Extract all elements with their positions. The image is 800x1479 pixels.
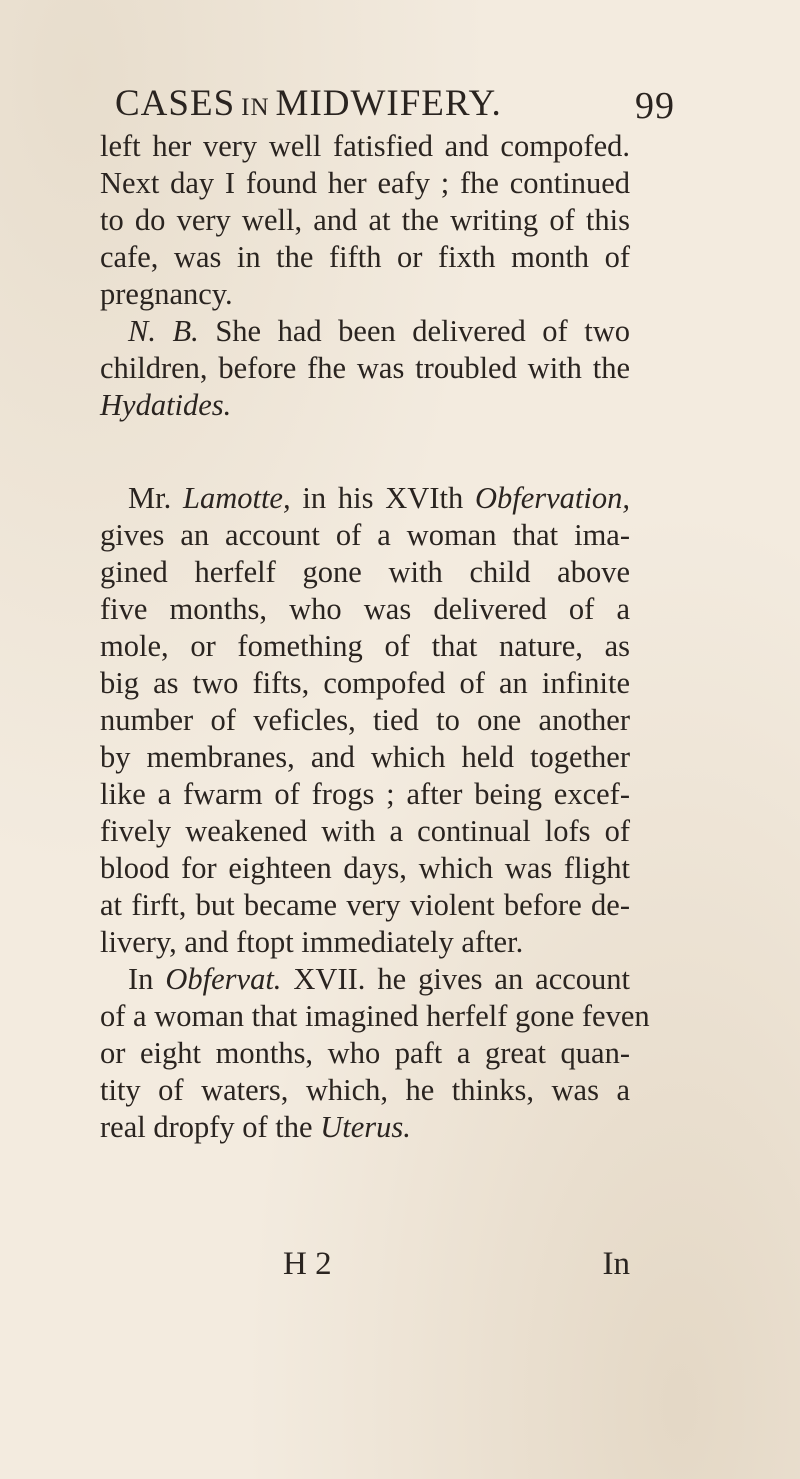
text-span: in his XVIth (302, 481, 464, 515)
observation-ref: Obfervat. (165, 962, 282, 996)
running-title-cases: CASES (115, 83, 236, 124)
note-text: She had been delivered of two (215, 314, 630, 348)
running-header (115, 82, 675, 132)
catchword: In (602, 1246, 630, 1282)
text-line (100, 480, 630, 517)
text-line: five months, who was delivered of a (100, 592, 630, 626)
text-line (100, 1109, 630, 1146)
text-line: tity of waters, which, he thinks, was a (100, 1073, 630, 1107)
text-line: left her very well fatisfied and compofed. (100, 129, 630, 163)
author-name: Lamotte, (183, 481, 291, 515)
note-term: Hydatides. (100, 388, 232, 422)
text-line: gined herfelf gone with child above (100, 555, 630, 589)
signature-mark: H 2 (283, 1246, 332, 1282)
text-line: cafe, was in the fifth or fixth month of (100, 240, 630, 274)
text-line: of a woman that imagined herfelf gone feven (100, 999, 650, 1033)
text-line: big as two fifts, compofed of an infinite (100, 666, 630, 700)
text-line: number of veficles, tied to one another (100, 703, 630, 737)
note-line (100, 313, 630, 350)
note-line: children, before fhe was troubled with the (100, 351, 630, 385)
text-line: to do very well, and at the writing of this (100, 203, 630, 237)
text-line: blood for eighteen days, which was flight (100, 851, 630, 885)
text-span: real dropfy of the (100, 1110, 313, 1144)
note-line (100, 387, 630, 424)
text-span: In (128, 962, 154, 996)
body-text (100, 128, 650, 1146)
text-line: by membranes, and which held together (100, 740, 630, 774)
page-number: 99 (635, 85, 675, 127)
text-line: at firft, but became very violent before de- (100, 888, 630, 922)
text-line: gives an account of a woman that ima- (100, 518, 630, 552)
text-span: Mr. (128, 481, 172, 515)
running-title-in: IN (241, 94, 270, 121)
text-line: mole, or fomething of that nature, as (100, 629, 630, 663)
anatomical-term: Uterus. (320, 1110, 411, 1144)
text-line: livery, and ftopt immediately after. (100, 925, 524, 959)
paragraph-gap (100, 424, 630, 480)
text-line: fively weakened with a continual lofs of (100, 814, 630, 848)
text-line: like a fwarm of frogs ; after being excef- (100, 777, 630, 811)
text-line (100, 961, 630, 998)
note-label: N. B. (128, 314, 199, 348)
text-line: Next day I found her eafy ; fhe continued (100, 166, 630, 200)
text-line: pregnancy. (100, 277, 233, 311)
running-title-midwifery: MIDWIFERY. (275, 83, 502, 124)
text-span: XVII. he gives an account (293, 962, 631, 996)
page-footer (100, 1246, 630, 1290)
observation-ref: Obfervation, (474, 481, 631, 515)
text-line: or eight months, who paft a great quan- (100, 1036, 630, 1070)
